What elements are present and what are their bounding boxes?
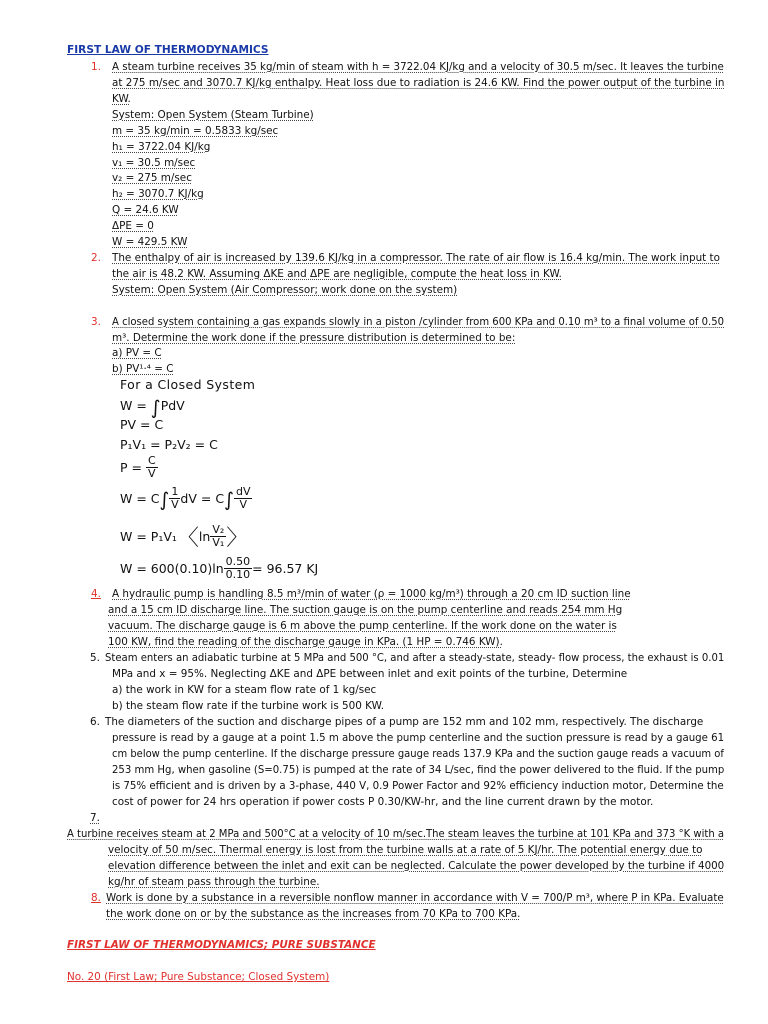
problem-6-line-1: The diameters of the suction and discharge pipes of a pump are 152 mm and 102 mm, respectively. The discharge (105, 716, 704, 728)
problem-1-system: System: Open System (Steam Turbine) (112, 109, 314, 121)
problem-4-line-3: vacuum. The discharge gauge is 6 m above the pump centerline. If the work done on the water is (108, 620, 617, 632)
problem-2-number: 2. (91, 252, 101, 264)
eq-p-denominator: V (148, 467, 156, 480)
problem-7-line-2: velocity of 50 m/sec. Thermal energy is lost from the turbine walls at a rate of 5 KJ/hr. The potential energy due to (108, 844, 703, 856)
eq-result-frac (224, 556, 253, 581)
problem-7-number: 7. (90, 812, 100, 824)
problem-4-line-4: 100 KW, find the reading of the discharge gauge in KPa. (1 HP = 0.746 KW). (108, 636, 503, 648)
problem-1-mass-rate: m = 35 kg/min = 0.5833 kg/sec (112, 125, 279, 137)
problem-7-line-4: kg/hr of steam pass through the turbine. (108, 876, 320, 888)
eq-w-frac-2-den: V (239, 498, 247, 511)
problem-5-line-2: MPa and x = 95%. Neglecting ΔKE and ΔPE between inlet and exit points of the turbine, Determine (112, 668, 628, 680)
problem-1-v2: v₂ = 275 m/sec (112, 172, 192, 184)
eq-p-fraction (146, 455, 158, 480)
problem-6-line-3: cm below the pump centerline. If the discharge pressure gauge reads 137.9 KPa and the suction gauge reads a vacuum of (112, 748, 724, 760)
integral-icon: ∫ (224, 489, 234, 511)
eq-work-integral (120, 397, 185, 419)
problem-6-number: 6. (90, 716, 100, 728)
eq-w-c-mid: dV = C (180, 491, 225, 506)
problem-5-line-1: Steam enters an adiabatic turbine at 5 MPa and 500 °C, and after a steady-state, steady- flow process, the exhaust is 0.01 (105, 652, 725, 664)
problem-2-system: System: Open System (Air Compressor; work done on the system) (112, 284, 458, 296)
eq-work-c-integral (120, 486, 252, 511)
problem-8-line-1: Work is done by a substance in a reversible nonflow manner in accordance with V = 700/P m³, where P in KPa. Evaluate (106, 892, 724, 904)
problem-2-line-1: The enthalpy of air is increased by 139.6 KJ/kg in a compressor. The rate of air flow is 16.4 kg/min. The work input to (112, 252, 720, 264)
eq-heading: For a Closed System (120, 377, 256, 392)
page-title: FIRST LAW OF THERMODYNAMICS (67, 44, 269, 56)
problem-3-line-1: A closed system containing a gas expands slowly in a piston /cylinder from 600 KPa and 0.10 m³ to a final volume of 0.50 (112, 316, 724, 328)
problem-3-line-2: m³. Determine the work done if the pressure distribution is determined to be: (112, 332, 516, 344)
eq-p-numerator: C (147, 454, 156, 467)
problem-8-number: 8. (91, 892, 101, 904)
problem-1-line-3: KW. (112, 93, 131, 105)
problem-6-line-5: is 75% efficient and is driven by a 3-phase, 440 V, 0.9 Power Factor and 92% efficiency induction motor, Determine the (112, 780, 724, 792)
problem-5-part-b: b) the steam flow rate if the turbine work is 500 KW. (112, 700, 385, 712)
problem-1-q: Q = 24.6 KW (112, 204, 179, 216)
eq-w-c-lhs: W = C (120, 491, 160, 506)
problem-6-line-2: pressure is read by a gauge at a point 1.5 m above the pump centerline and the suction pressure is read by a gauge 61 (112, 732, 725, 744)
eq-work-result (120, 556, 318, 581)
eq-w-frac-2-num: dV (235, 485, 251, 498)
bracket-open-icon: 〈 (176, 526, 199, 551)
eq-result-rhs: = 96.57 KJ (252, 561, 319, 576)
problem-6-line-6: cost of power for 24 hrs operation if power costs P 0.30/KW-hr, and the line current drawn by the motor. (112, 796, 654, 808)
eq-work-integral-lhs: W = (120, 398, 151, 413)
problem-8-line-2: the work done on or by the substance as the increases from 70 KPa to 700 KPa. (106, 908, 521, 920)
eq-p1v1-p2v2: P₁V₁ = P₂V₂ = C (120, 437, 218, 452)
problem-3-number: 3. (91, 316, 101, 328)
problem-4-line-2: and a 15 cm ID discharge line. The suction gauge is on the pump centerline and reads 254 mm Hg (108, 604, 623, 616)
bracket-close-icon: 〉 (226, 526, 249, 551)
problem-1-h1: h₁ = 3722.04 KJ/kg (112, 141, 211, 153)
problem-1-v1: v₁ = 30.5 m/sec (112, 157, 196, 169)
integral-icon: ∫ (150, 397, 161, 419)
eq-w-frac-1-num: 1 (171, 485, 179, 498)
eq-work-ln (120, 521, 248, 552)
problem-1-answer: W = 429.5 KW (112, 236, 188, 248)
eq-pv-const: PV = C (120, 417, 164, 432)
problem-5-part-a: a) the work in KW for a steam flow rate of 1 kg/sec (112, 684, 377, 696)
integral-icon: ∫ (159, 489, 170, 511)
eq-p-lhs: P = (120, 460, 146, 475)
eq-w-ln-den: V₁ (212, 536, 225, 549)
problem-4-line-1: A hydraulic pump is handling 8.5 m³/min of water (ρ = 1000 kg/m³) through a 20 cm ID suction line (112, 588, 631, 600)
problem-5-number: 5. (90, 652, 100, 664)
eq-work-integral-rhs: PdV (160, 398, 185, 413)
problem-1-line-1: A steam turbine receives 35 kg/min of steam with h = 3722.04 KJ/kg and a velocity of 30.5 m/sec. It leaves the turbine (112, 61, 724, 73)
problem-20-heading: No. 20 (First Law; Pure Substance; Closed System) (67, 971, 330, 983)
eq-w-frac-1 (169, 486, 180, 511)
problem-1-line-2: at 275 m/sec and 3070.7 KJ/kg enthalpy. Heat loss due to radiation is 24.6 KW. Find the power output of the turbine in (112, 77, 725, 89)
eq-w-ln-frac (210, 524, 226, 549)
eq-w-frac-2 (234, 486, 253, 511)
problem-1-h2: h₂ = 3070.7 KJ/kg (112, 188, 204, 200)
eq-result-den: 0.10 (225, 568, 251, 581)
problem-2-line-2: the air is 48.2 KW. Assuming ΔKE and ΔPE are negligible, compute the heat loss in KW. (112, 268, 562, 280)
problem-1-number: 1. (91, 61, 101, 73)
problem-4-number: 4. (91, 588, 101, 600)
eq-w-ln-label: ln (198, 529, 211, 544)
eq-w-ln-lhs: W = P₁V₁ (120, 529, 177, 544)
problem-3-case-a: a) PV = C (112, 347, 162, 359)
eq-w-ln-num: V₂ (212, 523, 225, 536)
eq-w-frac-1-den: V (171, 498, 179, 511)
problem-7-line-3: elevation difference between the inlet and exit can be neglected. Calculate the power developed by the turbine if 4000 (108, 860, 725, 872)
eq-p-c-over-v (120, 455, 158, 480)
problem-3-case-b: b) PV¹·⁴ = C (112, 363, 174, 375)
section-pure-substance-title: FIRST LAW OF THERMODYNAMICS; PURE SUBSTANCE (67, 939, 376, 951)
problem-1-dpe: ΔPE = 0 (112, 220, 154, 232)
eq-result-num: 0.50 (225, 555, 251, 568)
problem-7-line-1: A turbine receives steam at 2 MPa and 500°C at a velocity of 10 m/sec.The steam leaves the turbine at 101 KPa and 373 °K with a (67, 828, 725, 840)
problem-6-line-4: 253 mm Hg, when gasoline (S=0.75) is pumped at the rate of 34 L/sec, find the power delivered to the fluid. If the pump (112, 764, 725, 776)
eq-result-lhs: W = 600(0.10)ln (120, 561, 224, 576)
